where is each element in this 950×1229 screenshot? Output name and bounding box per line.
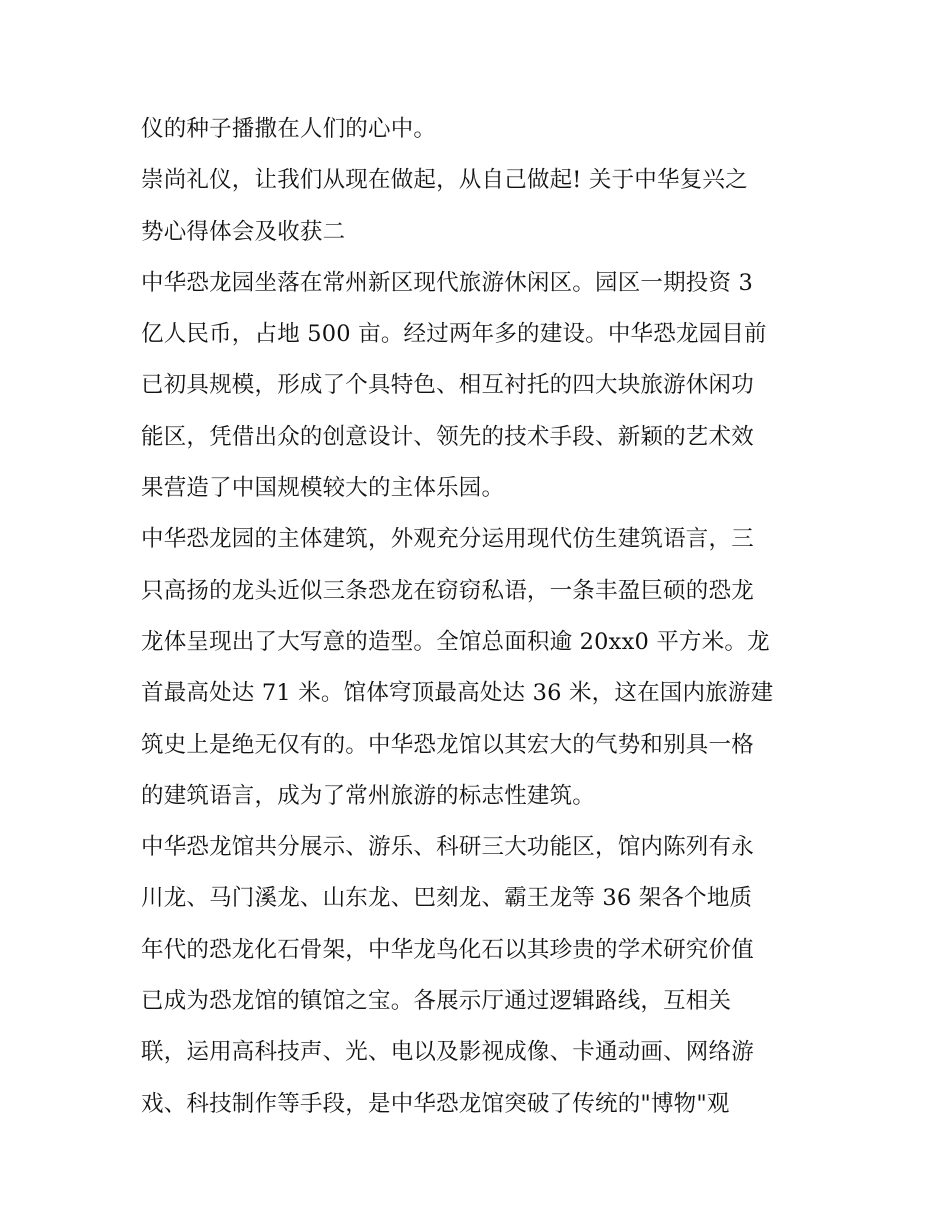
text-line: 已初具规模，形成了个具特色、相互衬托的四大块旅游休闲功 <box>141 372 754 399</box>
document-body <box>141 104 821 1130</box>
text-line: 川龙、马门溪龙、山东龙、巴刻龙、霸王龙等 36 架各个地质 <box>141 885 753 912</box>
text-line: 筑史上是绝无仅有的。中华恐龙馆以其宏大的气势和别具一格 <box>141 731 754 758</box>
text-line: 能区，凭借出众的创意设计、领先的技术手段、新颖的艺术效 <box>141 423 754 450</box>
text-line: 势心得体会及收获二 <box>141 218 346 245</box>
text-line: 的建筑语言，成为了常州旅游的标志性建筑。 <box>141 782 596 809</box>
text-line: 仪的种子播撒在人们的心中。 <box>141 116 437 142</box>
text-line: 中华恐龙园坐落在常州新区现代旅游休闲区。园区一期投资 3 <box>141 269 754 296</box>
text-line: 果营造了中国规模较大的主体乐园。 <box>141 475 505 502</box>
text-line: 首最高处达 71 米。馆体穹顶最高处达 36 米，这在国内旅游建 <box>141 680 774 707</box>
text-line: 中华恐龙馆共分展示、游乐、科研三大功能区，馆内陈列有永 <box>141 834 754 861</box>
text-line: 只高扬的龙头近似三条恐龙在窃窃私语，一条丰盈巨硕的恐龙 <box>141 577 754 604</box>
text-line: 龙体呈现出了大写意的造型。全馆总面积逾 20xx0 平方米。龙 <box>141 628 770 655</box>
text-line: 中华恐龙园的主体建筑，外观充分运用现代仿生建筑语言，三 <box>141 526 754 553</box>
text-line: 崇尚礼仪，让我们从现在做起，从自己做起! 关于中华复兴之 <box>141 167 748 194</box>
text-line: 年代的恐龙化石骨架，中华龙鸟化石以其珍贵的学术研究价值 <box>141 936 754 963</box>
text-line: 亿人民币，占地 500 亩。经过两年多的建设。中华恐龙园目前 <box>141 321 767 348</box>
text-line: 戏、科技制作等手段，是中华恐龙馆突破了传统的"博物"观 <box>141 1090 730 1117</box>
text-line: 已成为恐龙馆的镇馆之宝。各展示厅通过逻辑路线，互相关 <box>141 988 732 1015</box>
text-line: 联，运用高科技声、光、电以及影视成像、卡通动画、网络游 <box>141 1039 754 1066</box>
